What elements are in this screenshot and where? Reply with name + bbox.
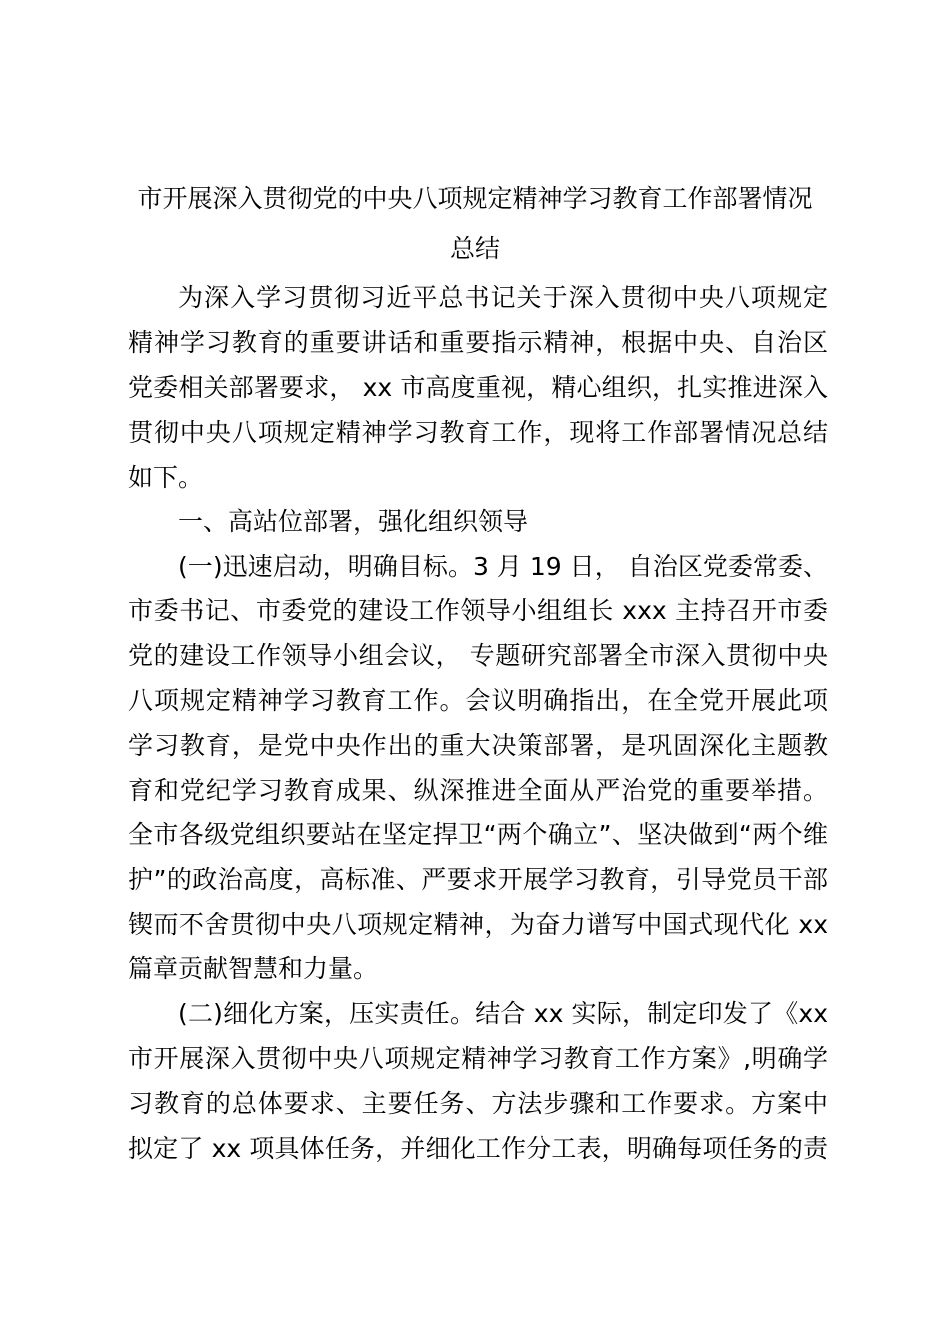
paragraph-line: (一)迅速启动，明确目标。3 月 19 日， 自治区党委常委、 [178,552,828,581]
section-heading: 一、高站位部署，强化组织领导 [178,507,529,536]
paragraph-line: 如下。 [128,463,204,492]
paragraph-line: 为深入学习贯彻习近平总书记关于深入贯彻中央八项规定 [178,283,828,312]
paragraph-line: 全市各级党组织要站在坚定捍卫“两个确立”、坚决做到“两个维 [128,820,828,849]
paragraph-line: 篇章贡献智慧和力量。 [128,954,379,983]
paragraph-line: 拟定了 xx 项具体任务，并细化工作分工表，明确每项任务的责 [128,1134,828,1163]
paragraph-line: 学习教育，是党中央作出的重大决策部署，是巩固深化主题教 [128,731,828,760]
paragraph-line: 党的建设工作领导小组会议， 专题研究部署全市深入贯彻中央 [128,641,828,670]
paragraph-line: 育和党纪学习教育成果、纵深推进全面从严治党的重要举措。 [128,776,828,805]
document-title-line-2: 总结 [449,234,500,263]
paragraph-line: 党委相关部署要求， xx 市高度重视，精心组织，扎实推进深入 [128,373,828,402]
paragraph-line: (二)细化方案，压实责任。结合 xx 实际，制定印发了《xx [178,999,828,1028]
paragraph-line: 市开展深入贯彻中央八项规定精神学习教育工作方案》,明确学 [128,1044,828,1073]
paragraph-line: 精神学习教育的重要讲话和重要指示精神，根据中央、自治区 [128,328,828,357]
paragraph-line: 市委书记、市委党的建设工作领导小组组长 xxx 主持召开市委 [128,596,828,625]
paragraph-line: 八项规定精神学习教育工作。会议明确指出，在全党开展此项 [128,686,828,715]
paragraph-line: 护”的政治高度，高标准、严要求开展学习教育，引导党员干部 [128,865,828,894]
paragraph-line: 贯彻中央八项规定精神学习教育工作，现将工作部署情况总结 [128,418,828,447]
document-title-line-1: 市开展深入贯彻党的中央八项规定精神学习教育工作部署情况 [137,184,813,213]
paragraph-line: 锲而不舍贯彻中央八项规定精神，为奋力谱写中国式现代化 xx [128,910,828,939]
paragraph-line: 习教育的总体要求、主要任务、方法步骤和工作要求。方案中 [128,1089,828,1118]
